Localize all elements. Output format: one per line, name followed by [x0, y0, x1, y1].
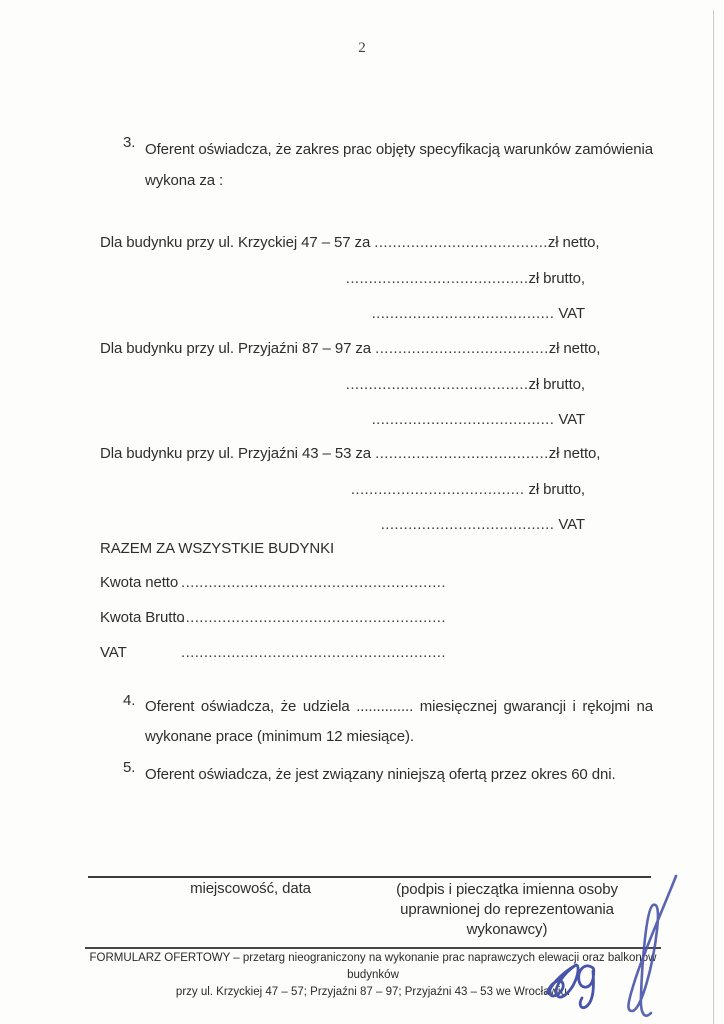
list-item-number: 5.	[123, 759, 136, 776]
price-suffix: VAT	[554, 516, 585, 533]
price-line-vat	[381, 516, 585, 533]
price-line-brutto	[346, 376, 585, 393]
totals-row-netto	[100, 574, 446, 591]
scan-edge-line	[713, 10, 714, 1024]
price-suffix: zł netto,	[547, 234, 600, 251]
price-suffix: zł netto,	[548, 445, 601, 462]
dotted-field: ......................................	[375, 445, 549, 462]
price-suffix: zł brutto,	[524, 481, 585, 498]
price-line-netto	[100, 445, 600, 462]
signature-initials	[547, 965, 594, 1008]
footer-line: FORMULARZ OFERTOWY – przetarg nieograniczony na wykonanie prac naprawczych elewacji oraz balkonów budynków	[89, 952, 657, 981]
list-item-text: Oferent oświadcza, że jest związany niniejszą ofertą przez okres 60 dni.	[145, 766, 616, 783]
price-suffix: zł brutto,	[528, 376, 585, 393]
handwritten-signature	[540, 854, 724, 1024]
dotted-field: ........................................	[371, 411, 555, 428]
signature-pen-stroke	[628, 876, 676, 1016]
dotted-field: ........................................	[345, 270, 529, 287]
totals-row-vat	[100, 644, 446, 661]
price-suffix: VAT	[554, 305, 585, 322]
building-label: Dla budynku przy ul. Przyjaźni 87 – 97 za	[100, 340, 376, 357]
price-line-netto	[100, 234, 600, 251]
price-line-vat	[372, 411, 585, 428]
price-line-vat	[372, 305, 585, 322]
totals-label: Kwota Brutto	[100, 609, 185, 626]
paragraph-line: wykonane prace (minimum 12 miesiące).	[145, 728, 414, 745]
dotted-field: ..........................................................	[181, 609, 446, 626]
dotted-field: ......................................	[374, 234, 548, 251]
totals-heading: RAZEM ZA WSZYSTKIE BUDYNKI	[100, 540, 335, 557]
price-line-brutto	[351, 481, 585, 498]
dotted-field: ..........................................................	[181, 574, 446, 591]
paragraph-line: Oferent oświadcza, że udziela .............. miesięcznej gwarancji i rękojmi na	[145, 698, 653, 715]
dotted-field: ......................................	[380, 516, 555, 533]
page-number: 2	[358, 40, 366, 56]
building-label: Dla budynku przy ul. Krzyckiej 47 – 57 za	[100, 234, 375, 251]
price-suffix: VAT	[554, 411, 585, 428]
signature-label-line: (podpis i pieczątka imienna osoby	[396, 881, 618, 898]
dotted-field: ..........................................................	[181, 644, 446, 661]
totals-label: VAT	[100, 644, 127, 661]
dotted-field: ........................................	[371, 305, 555, 322]
signature-label-line: wykonawcy)	[466, 921, 548, 938]
dotted-field: ........................................	[345, 376, 529, 393]
list-item-text	[145, 692, 653, 752]
price-suffix: zł netto,	[548, 340, 601, 357]
signature-place-date-label: miejscowość, data	[190, 880, 311, 897]
footer-line: przy ul. Krzyckiej 47 – 57; Przyjaźni 87 – 97; Przyjaźni 43 – 53 we Wrocławiu.	[175, 986, 571, 998]
list-item-number: 4.	[123, 692, 136, 709]
list-item-5	[123, 759, 653, 790]
dotted-field: ......................................	[350, 481, 525, 498]
totals-row-brutto	[100, 609, 446, 626]
list-item-3	[123, 134, 653, 196]
price-suffix: zł brutto,	[528, 270, 585, 287]
price-line-brutto	[346, 270, 585, 287]
paragraph-line: Oferent oświadcza, że zakres prac objęty specyfikacją warunków zamówienia	[145, 141, 653, 158]
dotted-field: ......................................	[375, 340, 549, 357]
price-line-netto	[100, 340, 600, 357]
paragraph-line: wykona za :	[145, 172, 224, 189]
building-label: Dla budynku przy ul. Przyjaźni 43 – 53 za	[100, 445, 376, 462]
list-item-number: 3.	[123, 134, 136, 151]
list-item-4	[123, 692, 653, 752]
signature-label-line: uprawnionej do reprezentowania	[400, 901, 614, 918]
list-item-text	[145, 134, 653, 196]
totals-label: Kwota netto	[100, 574, 179, 591]
